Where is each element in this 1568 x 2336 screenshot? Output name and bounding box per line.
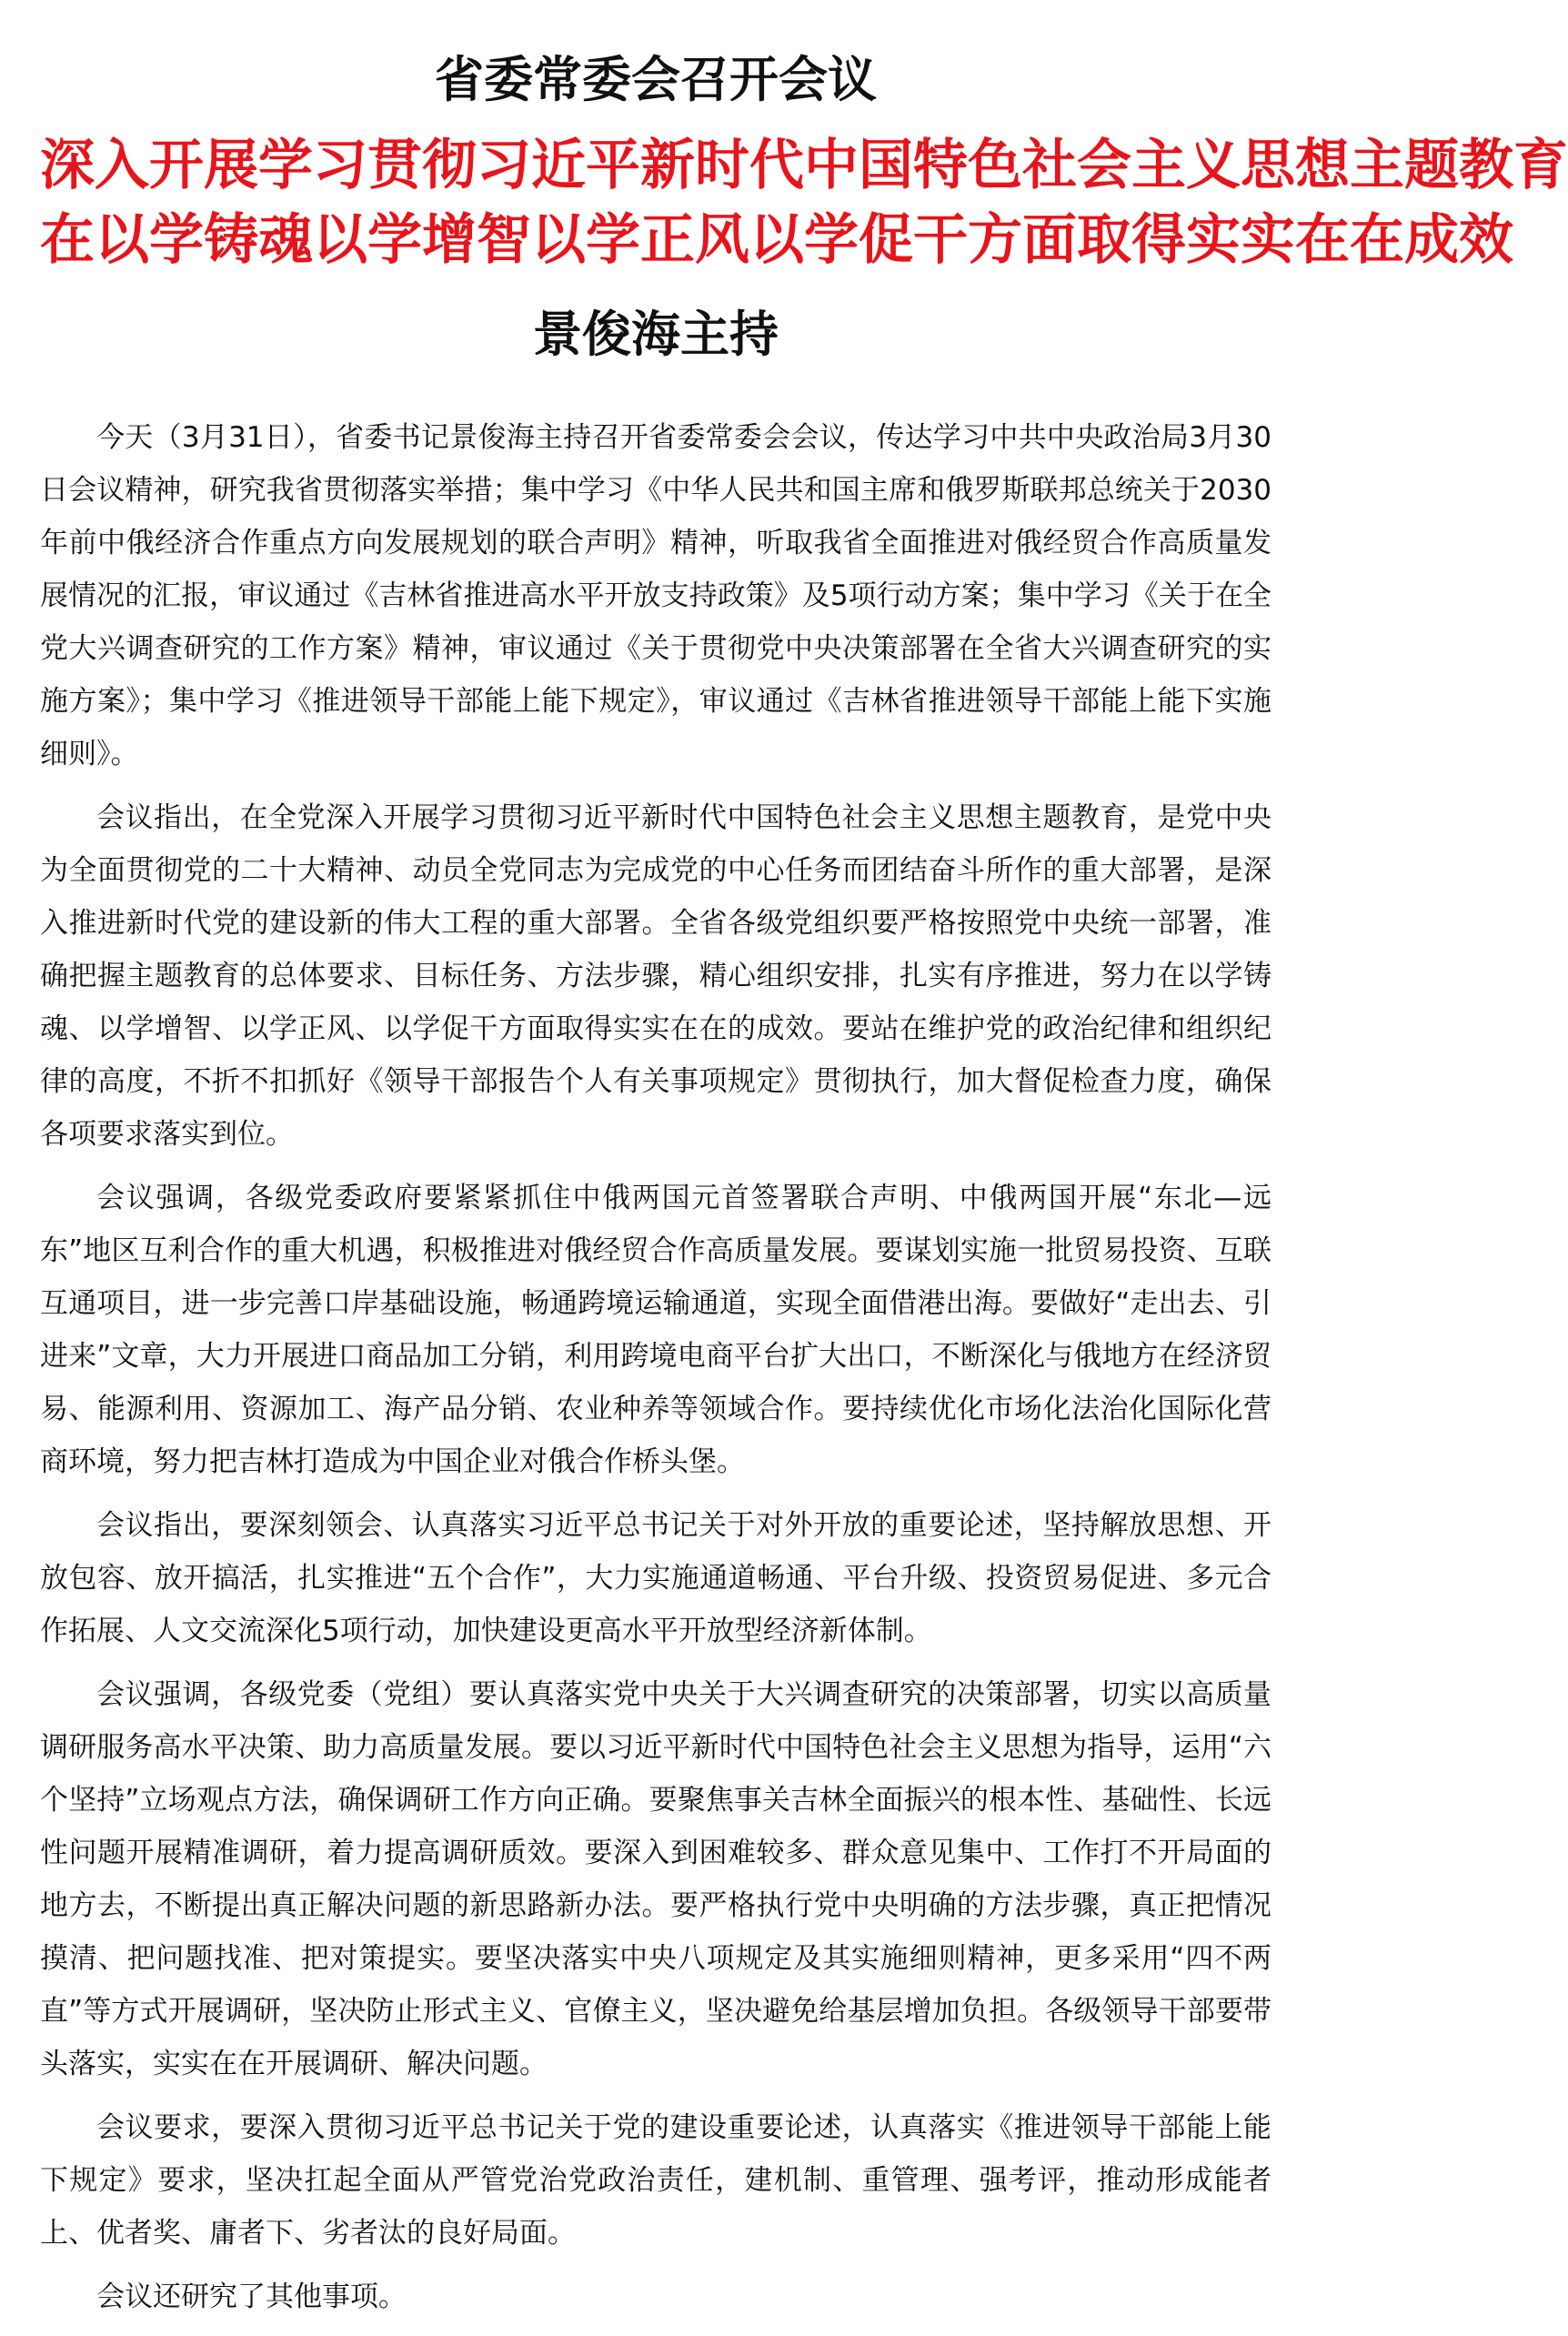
article-host-line: 景俊海主持 bbox=[533, 305, 779, 363]
paragraph-7: 会议还研究了其他事项。 bbox=[96, 2281, 407, 2313]
paragraph-1: 今天（3月31日），省委书记景俊海主持召开省委常委会会议，传达学习中共中央政治局3月30日会议精神，研究我省贯彻落实举措；集中学习《中华人民共和国主席和俄罗斯联邦总统关于2030年前中俄经济合作重点方向发展规划的联合声明》精神，听取我省全面推进对俄经贸合作高质量发展情况的汇报，审议通过《吉林省推进高水平开放支持政策》及5项行动方案；集中学习《关于在全党大兴调查研究的工作方案》精神，审议通过《关于贯彻党中央决策部署在全省大兴调查研究的实施方案》；集中学习《推进领导干部能上能下规定》，审议通过《吉林省推进领导干部能上能下实施细则》。 bbox=[40, 421, 1271, 770]
article-body bbox=[40, 411, 1271, 2323]
article-main-title-line-1: 深入开展学习贯彻习近平新时代中国特色社会主义思想主题教育 bbox=[40, 134, 1568, 197]
paragraph-4: 会议指出，要深刻领会、认真落实习近平总书记关于对外开放的重要论述，坚持解放思想、开放包容、放开搞活，扎实推进“五个合作”，大力实施通道畅通、平台升级、投资贸易促进、多元合作拓展、人文交流深化5项行动，加快建设更高水平开放型经济新体制。 bbox=[40, 1509, 1271, 1647]
article-main-title-line-2: 在以学铸魂以学增智以学正风以学促干方面取得实实在在成效 bbox=[40, 208, 1513, 272]
paragraph-6: 会议要求，要深入贯彻习近平总书记关于党的建设重要论述，认真落实《推进领导干部能上能下规定》要求，坚决扛起全面从严管党治党政治责任，建机制、重管理、强考评，推动形成能者上、优者奖、庸者下、劣者汰的良好局面。 bbox=[40, 2111, 1271, 2250]
paragraph-3: 会议强调，各级党委政府要紧紧抓住中俄两国元首签署联合声明、中俄两国开展“东北—远东”地区互利合作的重大机遇，积极推进对俄经贸合作高质量发展。要谋划实施一批贸易投资、互联互通项目，进一步完善口岸基础设施，畅通跨境运输通道，实现全面借港出海。要做好“走出去、引进来”文章，大力开展进口商品加工分销，利用跨境电商平台扩大出口，不断深化与俄地方在经济贸易、能源利用、资源加工、海产品分销、农业种养等领域合作。要持续优化市场化法治化国际化营商环境，努力把吉林打造成为中国企业对俄合作桥头堡。 bbox=[40, 1182, 1271, 1478]
paragraph-5: 会议强调，各级党委（党组）要认真落实党中央关于大兴调查研究的决策部署，切实以高质量调研服务高水平决策、助力高质量发展。要以习近平新时代中国特色社会主义思想为指导，运用“六个坚持”立场观点方法，确保调研工作方向正确。要聚焦事关吉林全面振兴的根本性、基础性、长远性问题开展精准调研，着力提高调研质效。要深入到困难较多、群众意见集中、工作打不开局面的地方去，不断提出真正解决问题的新思路新办法。要严格执行党中央明确的方法步骤，真正把情况摸清、把问题找准、把对策提实。要坚决落实中央八项规定及其实施细则精神，更多采用“四不两直”等方式开展调研，坚决防止形式主义、官僚主义，坚决避免给基层增加负担。各级领导干部要带头落实，实实在在开展调研、解决问题。 bbox=[40, 1678, 1271, 2080]
paragraph-2: 会议指出，在全党深入开展学习贯彻习近平新时代中国特色社会主义思想主题教育，是党中央为全面贯彻党的二十大精神、动员全党同志为完成党的中心任务而团结奋斗所作的重大部署，是深入推进新时代党的建设新的伟大工程的重大部署。全省各级党组织要严格按照党中央统一部署，准确把握主题教育的总体要求、目标任务、方法步骤，精心组织安排，扎实有序推进，努力在以学铸魂、以学增智、以学正风、以学促干方面取得实实在在的成效。要站在维护党的政治纪律和组织纪律的高度，不折不扣抓好《领导干部报告个人有关事项规定》贯彻执行，加大督促检查力度，确保各项要求落实到位。 bbox=[40, 801, 1271, 1151]
article-title-top: 省委常委会召开会议 bbox=[435, 50, 877, 108]
